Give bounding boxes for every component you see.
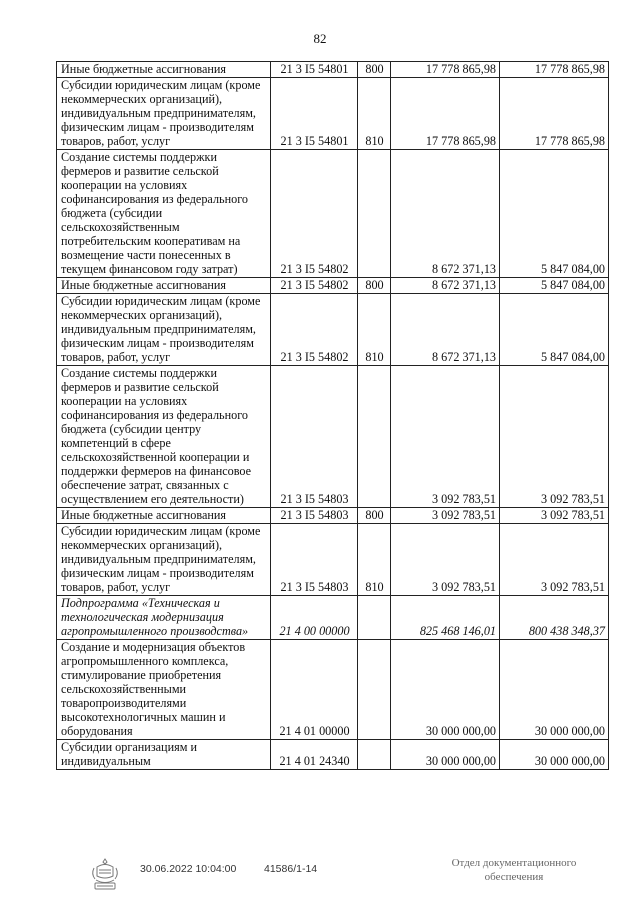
row-amount-2: 800 438 348,37 (500, 596, 609, 640)
row-code: 21 3 I5 54802 (271, 150, 358, 278)
table-row (57, 740, 609, 770)
row-amount-2: 30 000 000,00 (500, 740, 609, 770)
row-code: 21 3 I5 54801 (271, 78, 358, 150)
table-row (57, 640, 609, 740)
row-amount-2: 3 092 783,51 (500, 366, 609, 508)
row-name: Создание системы поддержки фермеров и развитие сельской кооперации на условиях софинансирования из федерального бюджета (субсидии центру компетенций в сфере сельскохозяйственной кооперации и поддержки фермеров на финансовое обеспечение затрат, связанных с осуществлением его деятельности) (57, 366, 271, 508)
row-amount-1: 8 672 371,13 (391, 150, 500, 278)
row-amount-2: 3 092 783,51 (500, 508, 609, 524)
row-amount-1: 8 672 371,13 (391, 278, 500, 294)
table-row (57, 62, 609, 78)
row-expense-type (358, 740, 391, 770)
row-expense-type: 800 (358, 62, 391, 78)
row-code: 21 4 01 24340 (271, 740, 358, 770)
row-name: Создание и модернизация объектов агропромышленного комплекса, стимулирование приобретения сельскохозяйственными товаропроизводителями высокотехнологичных машин и оборудования (57, 640, 271, 740)
coat-of-arms-icon (88, 856, 122, 894)
department-stamp (432, 856, 596, 884)
table-row (57, 278, 609, 294)
row-amount-2: 5 847 084,00 (500, 278, 609, 294)
table-row (57, 78, 609, 150)
row-expense-type (358, 366, 391, 508)
page-number: 82 (313, 31, 327, 46)
row-expense-type (358, 150, 391, 278)
row-amount-1: 3 092 783,51 (391, 366, 500, 508)
row-name: Подпрограмма «Техническая и технологическая модернизация агропромышленного производства» (57, 596, 271, 640)
row-name: Субсидии юридическим лицам (кроме некоммерческих организаций), индивидуальным предпринимателям, физическим лицам - производителям товаров, работ, услуг (57, 78, 271, 150)
row-amount-2: 5 847 084,00 (500, 150, 609, 278)
row-expense-type: 800 (358, 278, 391, 294)
row-code: 21 4 01 00000 (271, 640, 358, 740)
row-amount-1: 17 778 865,98 (391, 78, 500, 150)
row-amount-1: 3 092 783,51 (391, 524, 500, 596)
budget-table (56, 61, 609, 770)
table-row (57, 294, 609, 366)
row-amount-2: 3 092 783,51 (500, 524, 609, 596)
row-amount-1: 3 092 783,51 (391, 508, 500, 524)
row-code: 21 3 I5 54803 (271, 524, 358, 596)
row-amount-2: 5 847 084,00 (500, 294, 609, 366)
row-name: Иные бюджетные ассигнования (57, 62, 271, 78)
row-expense-type: 810 (358, 78, 391, 150)
row-expense-type: 810 (358, 524, 391, 596)
row-expense-type (358, 596, 391, 640)
row-amount-2: 17 778 865,98 (500, 62, 609, 78)
footer-document-number: 41586/1-14 (264, 863, 318, 875)
row-code: 21 3 I5 54802 (271, 278, 358, 294)
stamp-line-1: Отдел документационного (451, 857, 577, 869)
row-amount-1: 17 778 865,98 (391, 62, 500, 78)
row-code: 21 3 I5 54803 (271, 366, 358, 508)
row-code: 21 3 I5 54801 (271, 62, 358, 78)
page-footer (0, 852, 640, 902)
row-amount-1: 8 672 371,13 (391, 294, 500, 366)
row-expense-type: 810 (358, 294, 391, 366)
table-row (57, 524, 609, 596)
row-amount-2: 30 000 000,00 (500, 640, 609, 740)
row-amount-1: 30 000 000,00 (391, 640, 500, 740)
table-row (57, 508, 609, 524)
row-code: 21 3 I5 54802 (271, 294, 358, 366)
row-name: Иные бюджетные ассигнования (57, 278, 271, 294)
row-name: Иные бюджетные ассигнования (57, 508, 271, 524)
row-expense-type (358, 640, 391, 740)
table-row (57, 366, 609, 508)
row-amount-1: 825 468 146,01 (391, 596, 500, 640)
table-row (57, 150, 609, 278)
stamp-line-2: обеспечения (484, 871, 544, 883)
row-name: Субсидии организациям и индивидуальным (57, 740, 271, 770)
row-name: Создание системы поддержки фермеров и развитие сельской кооперации на условиях софинансирования из федерального бюджета (субсидии сельскохозяйственным потребительским кооперативам на возмещение части понесенных в текущем финансовом году затрат) (57, 150, 271, 278)
row-amount-2: 17 778 865,98 (500, 78, 609, 150)
row-code: 21 4 00 00000 (271, 596, 358, 640)
row-amount-1: 30 000 000,00 (391, 740, 500, 770)
row-name: Субсидии юридическим лицам (кроме некоммерческих организаций), индивидуальным предпринимателям, физическим лицам - производителям товаров, работ, услуг (57, 524, 271, 596)
row-expense-type: 800 (358, 508, 391, 524)
table-row-subprogram (57, 596, 609, 640)
footer-date: 30.06.2022 10:04:00 (140, 863, 237, 875)
row-code: 21 3 I5 54803 (271, 508, 358, 524)
row-name: Субсидии юридическим лицам (кроме некоммерческих организаций), индивидуальным предпринимателям, физическим лицам - производителям товаров, работ, услуг (57, 294, 271, 366)
